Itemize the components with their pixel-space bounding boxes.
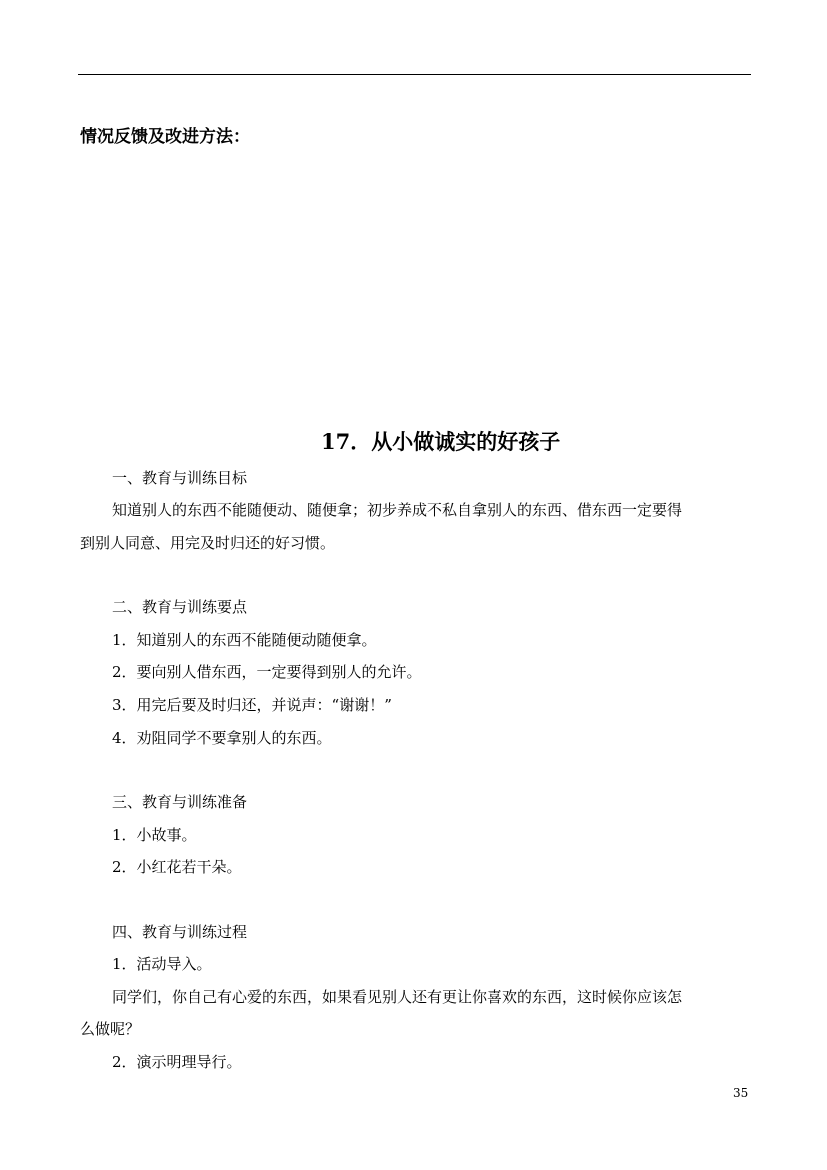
section3-item: 2．小红花若干朵。 [112, 858, 242, 876]
section4-step1: 1．活动导入。 [112, 955, 212, 973]
section2-item: 1．知道别人的东西不能随便动随便拿。 [112, 631, 377, 649]
lesson-title: 17．从小做诚实的好孩子 [321, 429, 561, 454]
section2-heading: 二、教育与训练要点 [112, 598, 248, 616]
feedback-heading: 情况反馈及改进方法： [80, 127, 250, 147]
section4-heading: 四、教育与训练过程 [112, 923, 248, 941]
section4-step2: 2．演示明理导行。 [112, 1053, 242, 1071]
header-rule [78, 74, 751, 75]
page-number: 35 [733, 1086, 749, 1100]
section1-paragraph-line2: 到别人同意、用完及时归还的好习惯。 [80, 534, 336, 552]
section3-item: 1．小故事。 [112, 826, 197, 844]
section4-paragraph-line2: 么做呢？ [80, 1020, 141, 1038]
section2-item: 3．用完后要及时归还，并说声：“谢谢！” [112, 696, 392, 714]
section4-paragraph-line1: 同学们，你自己有心爱的东西，如果看见别人还有更让你喜欢的东西，这时候你应该怎 [112, 988, 683, 1006]
section1-heading: 一、教育与训练目标 [112, 469, 248, 487]
section3-heading: 三、教育与训练准备 [112, 793, 248, 811]
section1-paragraph-line1: 知道别人的东西不能随便动、随便拿；初步养成不私自拿别人的东西、借东西一定要得 [112, 501, 683, 519]
section2-item: 2．要向别人借东西，一定要得到别人的允许。 [112, 663, 422, 681]
section2-item: 4．劝阻同学不要拿别人的东西。 [112, 729, 332, 747]
